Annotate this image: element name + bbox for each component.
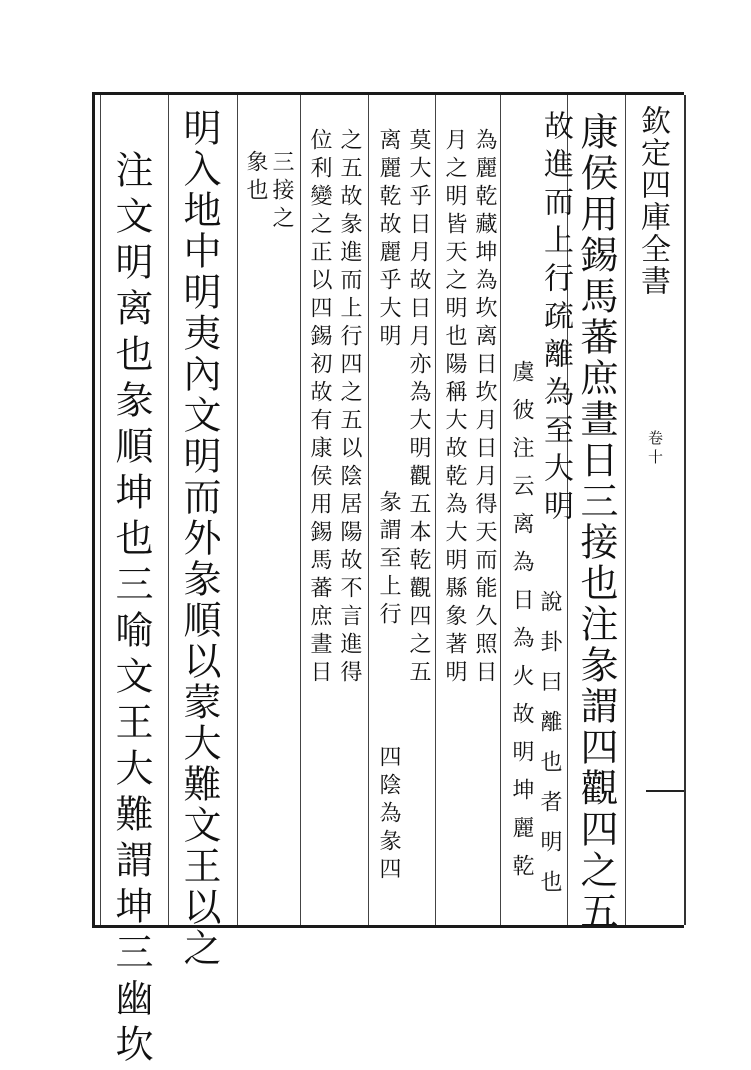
text-column-12: 位利變之正以四錫初故有康侯用錫馬蕃庶晝日 <box>307 128 332 688</box>
column-rule <box>168 95 169 925</box>
column-rule <box>100 95 101 925</box>
column-rule <box>237 95 238 925</box>
text-column-8: 离麗乾故麗乎大明 <box>376 128 401 352</box>
column-rule <box>500 95 501 925</box>
column-rule <box>625 95 626 925</box>
text-column-5: 為麗乾藏坤為坎离日坎月日月得天而能久照日 <box>472 128 497 688</box>
text-column-14: 象也 <box>243 150 268 206</box>
juan-number: 卷十 <box>646 430 664 468</box>
text-column-16: 注文明离也彖順坤也三喻文王大難謂坤三幽坎 <box>109 150 153 1070</box>
edge-mark <box>646 790 686 792</box>
book-title: 欽定四庫全書 <box>635 105 670 297</box>
text-column-2: 故進而上行疏離為至大明 <box>538 110 573 528</box>
text-column-1: 康侯用錫馬蕃庶晝日三接也注彖謂四觀四之五 <box>574 112 618 932</box>
text-column-9: 彖謂至上行 <box>376 490 401 630</box>
text-column-13: 三接之 <box>269 150 294 234</box>
text-column-4: 虞彼注云离為日為火故明坤麗乾 <box>509 360 534 892</box>
column-rule <box>300 95 301 925</box>
text-column-3: 說卦曰離也者明也 <box>537 590 562 910</box>
column-rule <box>368 95 369 925</box>
text-column-7: 莫大乎日月故日月亦為大明觀五本乾觀四之五 <box>406 128 431 688</box>
text-column-10: 四陰為彖四 <box>376 745 401 885</box>
text-column-11: 之五故彖進而上行四之五以陰居陽故不言進得 <box>337 128 362 688</box>
margin-border <box>684 95 686 925</box>
page-border-top <box>92 92 684 95</box>
text-column-6: 月之明皆天之明也陽稱大故乾為大明縣象著明 <box>442 128 467 688</box>
text-column-15: 明入地中明夷內文明而外彖順以蒙大難文王以之 <box>177 108 221 969</box>
page-border-left <box>92 92 95 928</box>
column-rule <box>435 95 436 925</box>
